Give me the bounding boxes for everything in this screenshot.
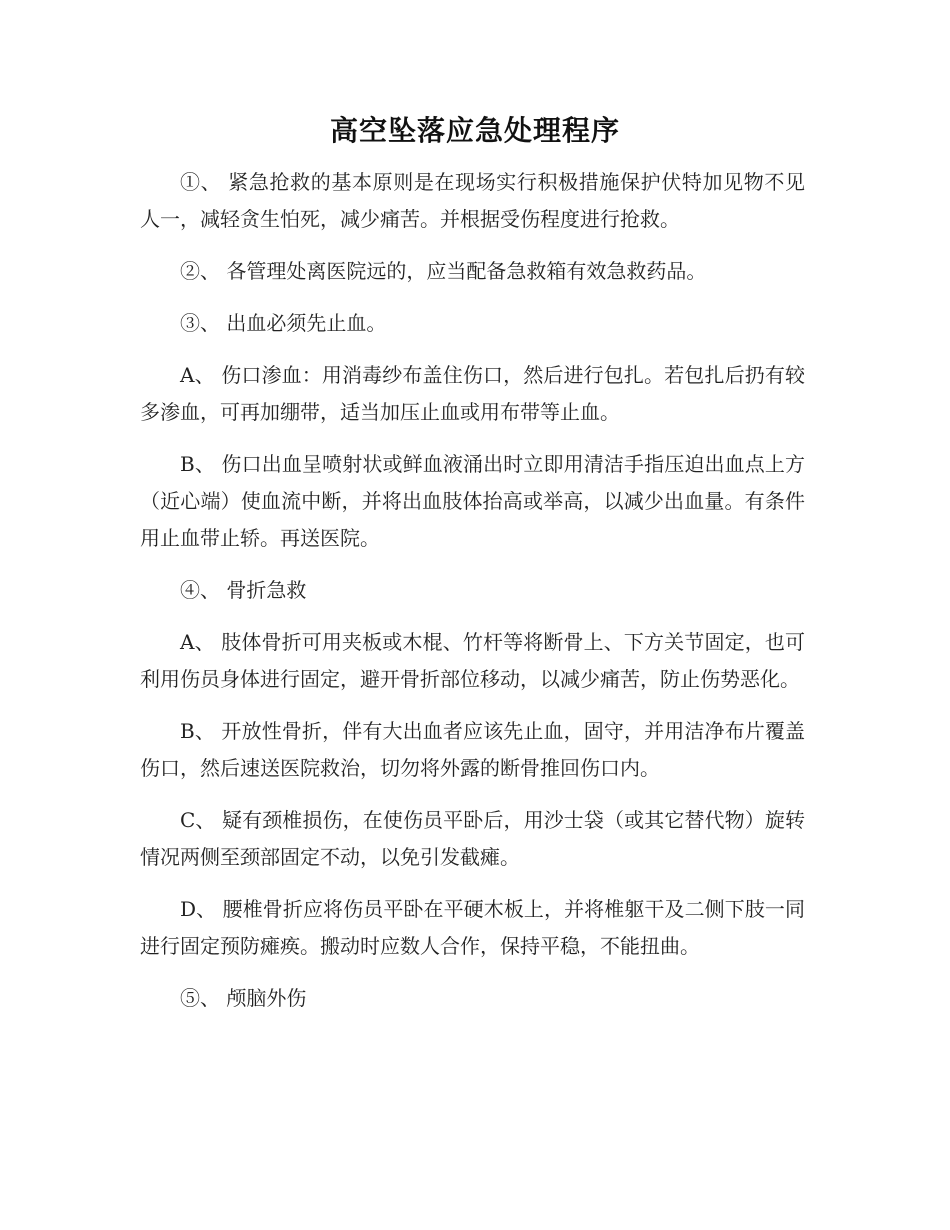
- paragraph-bleeding-b: B、 伤口出血呈喷射状或鲜血液涌出时立即用清洁手指压迫出血点上方（近心端）使血流中断，并将出血肢体抬高或举高，以减少出血量。有条件用止血带止轿。再送医院。: [140, 452, 805, 550]
- paragraph-head-injury: ⑤、 颅脑外伤: [180, 986, 307, 1010]
- document-body: [140, 164, 805, 1032]
- paragraph-first-aid-kit: ②、 各管理处离医院远的，应当配备急救箱有效急救药品。: [180, 259, 707, 283]
- paragraph-fracture-c: C、 疑有颈椎损伤，在使伤员平卧后，用沙士袋（或其它替代物）旋转情况两侧至颈部固定不动，以免引发截瘫。: [140, 808, 805, 869]
- paragraph-stop-bleeding: ③、 出血必须先止血。: [180, 311, 387, 335]
- paragraph-fracture-b: B、 开放性骨折，伴有大出血者应该先止血，固守，并用洁净布片覆盖伤口，然后速送医院救治，切勿将外露的断骨推回伤口内。: [140, 719, 805, 780]
- paragraph-fracture-first-aid: ④、 骨折急救: [180, 578, 307, 602]
- paragraph-fracture-d: D、 腰椎骨折应将伤员平卧在平硬木板上，并将椎躯干及二侧下肢一同进行固定预防瘫痪。搬动时应数人合作，保持平稳，不能扭曲。: [140, 897, 805, 958]
- paragraph-fracture-a: A、 肢体骨折可用夹板或木棍、竹杆等将断骨上、下方关节固定，也可利用伤员身体进行固定，避开骨折部位移动，以减少痛苦，防止伤势恶化。: [140, 630, 805, 691]
- paragraph-bleeding-a: A、 伤口渗血：用消毒纱布盖住伤口，然后进行包扎。若包扎后扔有较多渗血，可再加绷带，适当加压止血或用布带等止血。: [140, 363, 805, 424]
- document-title: 高空坠落应急处理程序: [329, 114, 620, 147]
- paragraph-emergency-principle: ①、 紧急抢救的基本原则是在现场实行积极措施保护伏特加见物不见人一，减轻贪生怕死，减少痛苦。并根据受伤程度进行抢救。: [140, 170, 805, 231]
